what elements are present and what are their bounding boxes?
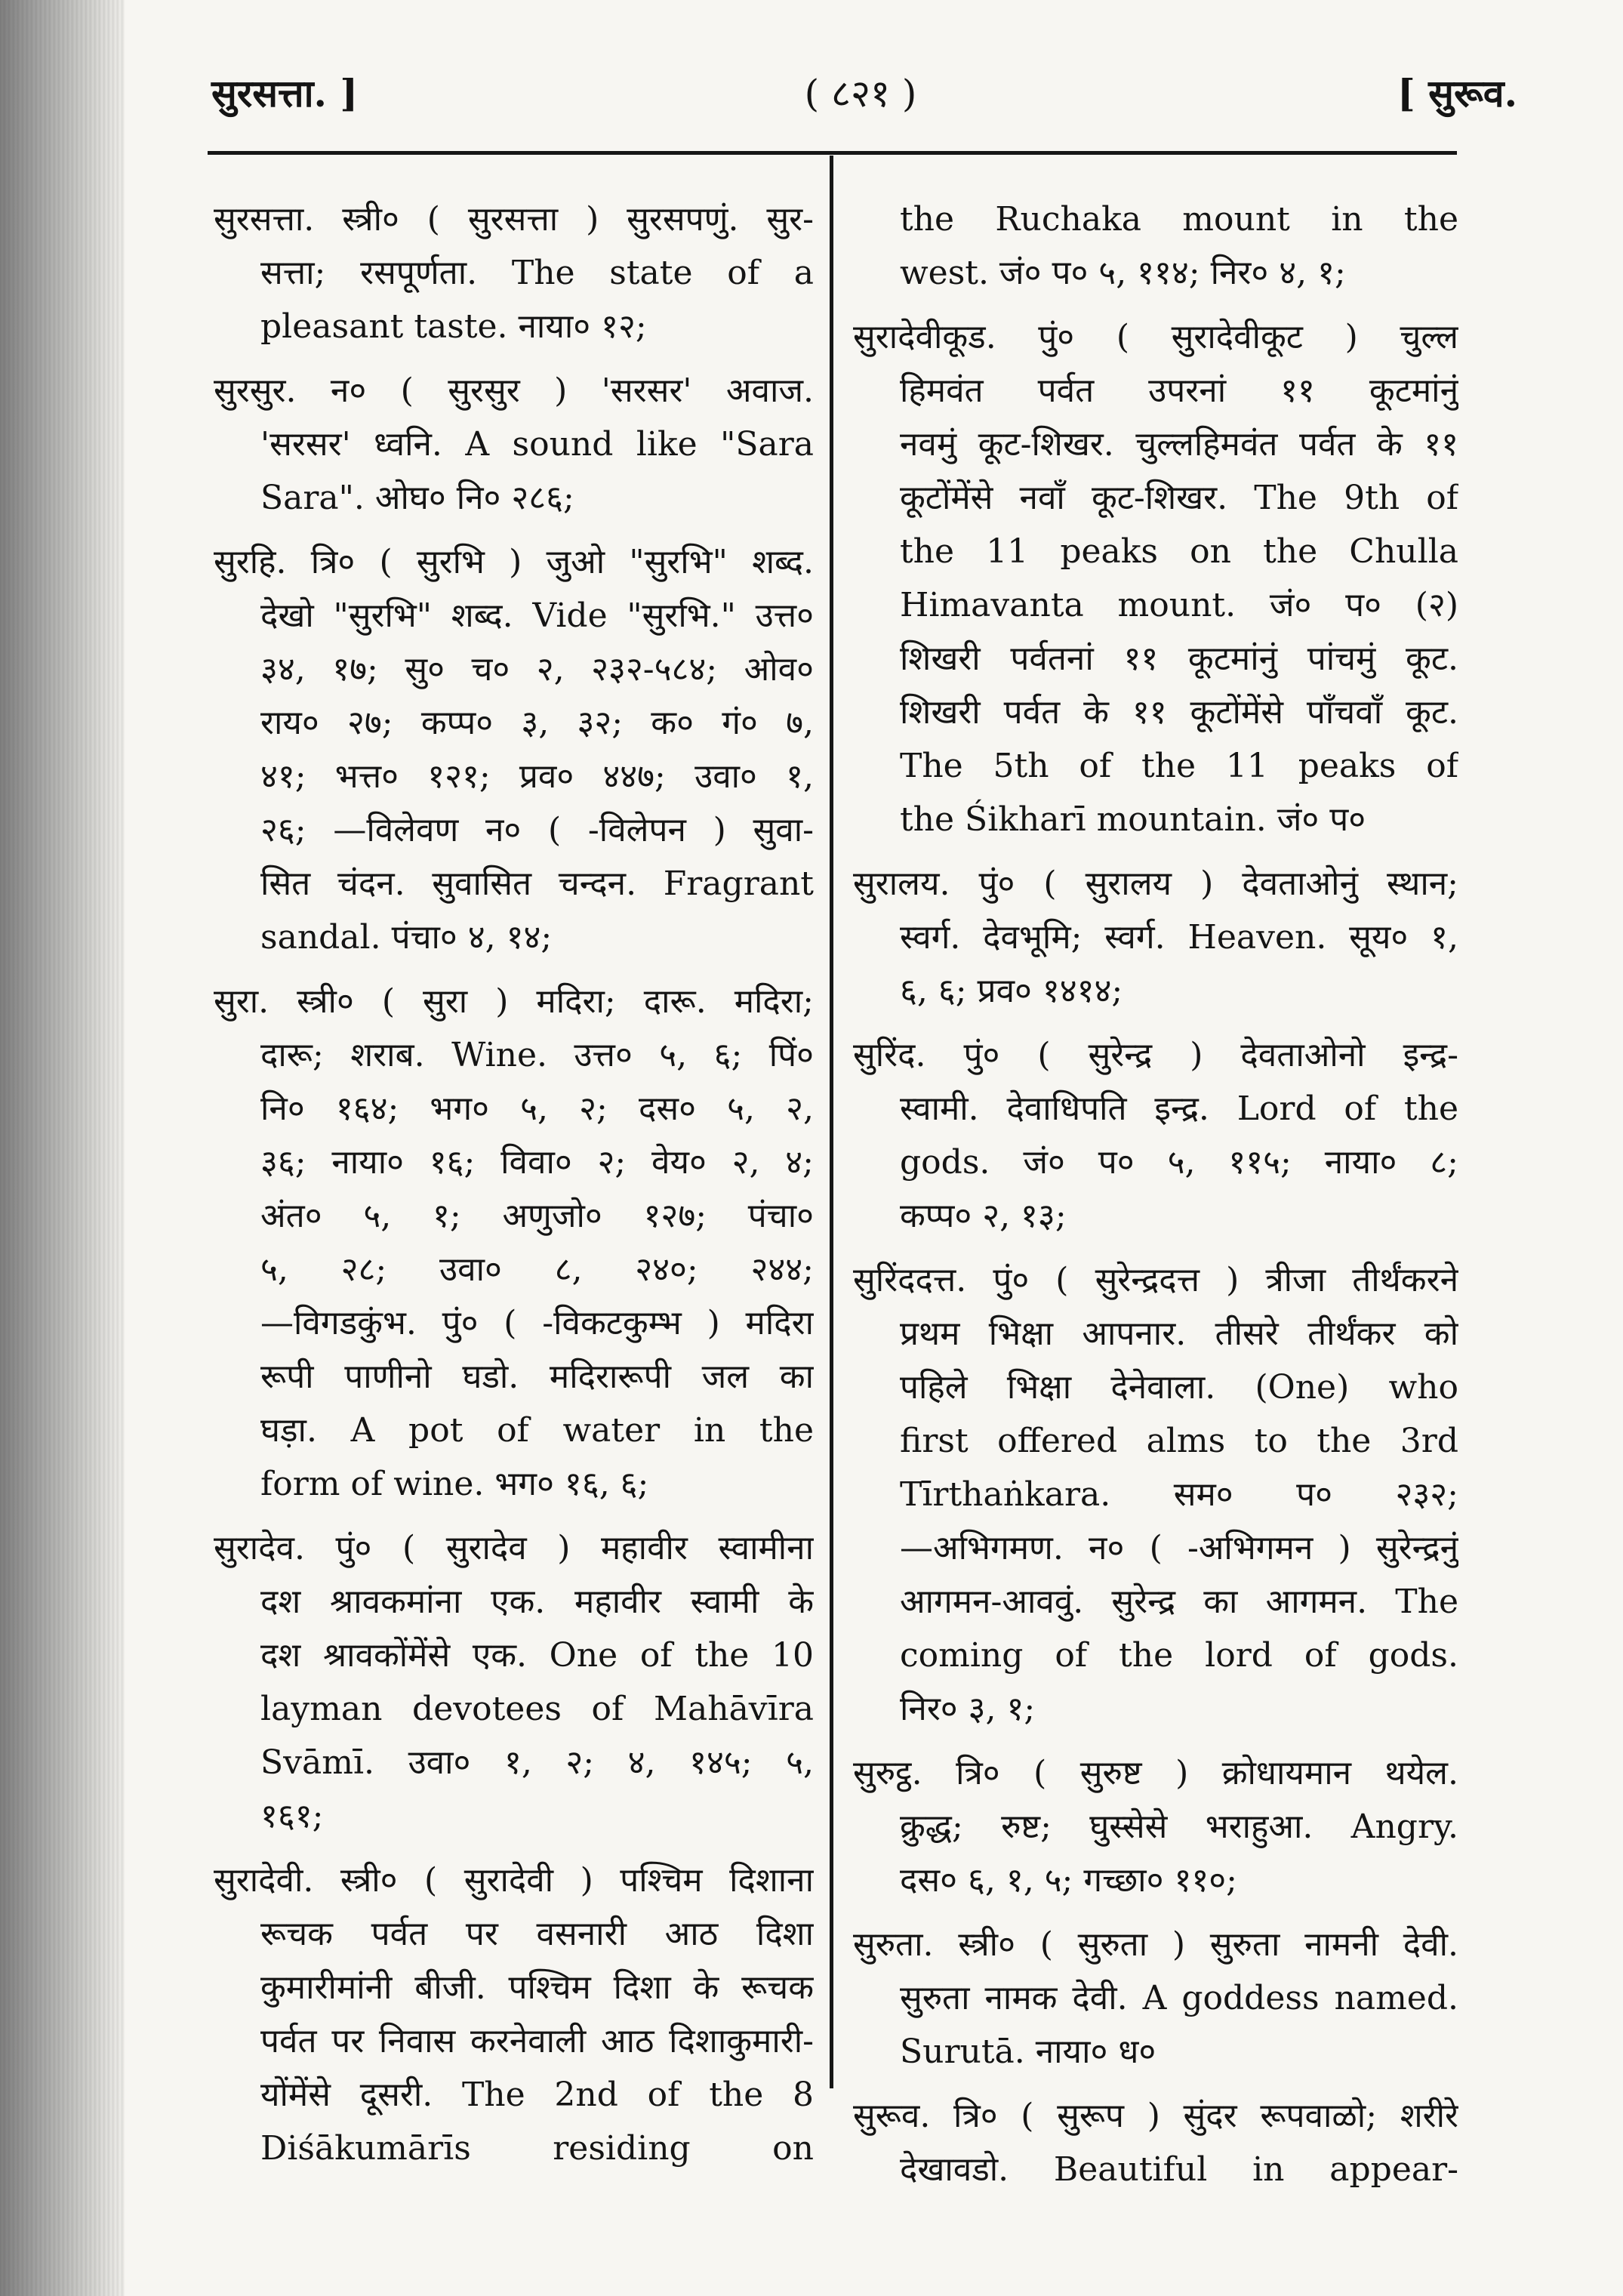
- headword-line: सुरा. स्त्री० ( सुरा ) मदिरा; दारू. मदिरा;: [214, 982, 814, 1021]
- entry-line: अंत० ५, १; अणुजो० १२७; पंचा०: [260, 1197, 814, 1235]
- entry-line: २६; —विलेवण न० ( -विलेपन ) सुवा-: [260, 811, 814, 849]
- entry-line: —विगडकुंभ. पुं० ( -विकटकुम्भ ) मदिरा: [260, 1304, 814, 1342]
- headword-line: सुरुता. स्त्री० ( सुरुता ) सुरुता नामनी देवी.: [853, 1925, 1458, 1964]
- headword-line: सुरुट्ठ. त्रि० ( सुरुष्ट ) क्रोधायमान थयेल.: [853, 1754, 1458, 1792]
- entry-gap: [853, 300, 1458, 310]
- entry-line: नि० १६४; भग० ५, २; दस० ५, २,: [260, 1089, 814, 1128]
- entry-line: दश श्रावकमांना एक. महावीर स्वामी के: [260, 1583, 814, 1621]
- entry-line: राय० २७; कप्प० ३, ३२; क० गं० ७,: [260, 704, 814, 742]
- entry-line: ३४, १७; सु० च० २, २३२-५८४; ओव०: [260, 650, 814, 689]
- entry-line: gods. जं० प० ५, ११५; नाया० ८;: [900, 1143, 1458, 1182]
- entry-line: देखो "सुरभि" शब्द. Vide "सुरभि." उत्त०: [260, 596, 814, 635]
- entry-line: दश श्रावकोंमेंसे एक. One of the 10: [260, 1636, 814, 1675]
- entry-line: Tīrthaṅkara. सम० प० २३२;: [900, 1475, 1458, 1514]
- entry-gap: [214, 525, 814, 535]
- entry-line: Surutā. नाया० ध०: [900, 2032, 1156, 2071]
- entry-line: first offered alms to the 3rd: [900, 1422, 1458, 1460]
- entry-line: कूटोंमेंसे नवाँ कूट-शिखर. The 9th of: [900, 479, 1458, 517]
- headword-line: सुरादेवीकूड. पुं० ( सुरादेवीकूट ) चुल्ल: [853, 318, 1458, 356]
- entry-line: west. जं० प० ५, ११४; निर० ४, १;: [900, 254, 1346, 292]
- entry-line: ४१; भत्त० १२१; प्रव० ४४७; उवा० १,: [260, 757, 814, 796]
- headword-line: सुरादेवी. स्त्री० ( सुरादेवी ) पश्चिम दिशाना: [214, 1861, 814, 1900]
- entry-line: Sara". ओघ० नि० २८६;: [260, 479, 574, 517]
- headword-line: सुरिंद. पुं० ( सुरेन्द्र ) देवताओनो इन्द्र-: [853, 1036, 1458, 1074]
- headword-line: सुरसत्ता. स्त्री० ( सुरसत्ता ) सुरसपणुं. सुर-: [214, 200, 814, 239]
- entry-line: the Ruchaka mount in the: [900, 200, 1458, 239]
- entry-line: ३६; नाया० १६; विवा० २; वेय० २, ४;: [260, 1143, 814, 1182]
- entry-line: पहिले भिक्षा देनेवाला. (One) who: [900, 1368, 1458, 1407]
- entry-line: आगमन-आववुं. सुरेन्द्र का आगमन. The: [900, 1583, 1458, 1621]
- entry-line: Svāmī. उवा० १, २; ४, १४५; ५,: [260, 1743, 814, 1782]
- entry-line: सित चंदन. सुवासित चन्दन. Fragrant: [260, 864, 814, 903]
- entry-line: Himavanta mount. जं० प० (२): [900, 586, 1458, 624]
- entry-line: कप्प० २, १३;: [900, 1197, 1067, 1235]
- entry-gap: [853, 1736, 1458, 1746]
- entry-line: sandal. पंचा० ४, १४;: [260, 918, 553, 957]
- entry-line: रूपी पाणीनो घडो. मदिरारूपी जल का: [260, 1358, 814, 1396]
- header-rule: [208, 151, 1457, 155]
- page-header: [204, 66, 1517, 134]
- headword-line: सुरहि. त्रि० ( सुरभि ) जुओ "सुरभि" शब्द.: [214, 543, 814, 581]
- entry-line: the 11 peaks on the Chulla: [900, 532, 1458, 571]
- entry-line: कुमारीमांनी बीजी. पश्चिम दिशा के रूचक: [260, 1968, 814, 2007]
- headword-line: सुरालय. पुं० ( सुरालय ) देवताओनुं स्थान;: [853, 864, 1458, 903]
- entry-gap: [214, 1511, 814, 1521]
- entry-line: रूचक पर्वत पर वसनारी आठ दिशा: [260, 1915, 814, 1953]
- entry-line: घड़ा. A pot of water in the: [260, 1411, 814, 1450]
- entry-line: form of wine. भग० १६, ६;: [260, 1465, 649, 1503]
- entry-line: pleasant taste. नाया० १२;: [260, 307, 647, 346]
- column-divider: [830, 156, 833, 2088]
- left-column: [214, 193, 814, 2175]
- entry-line: 'सरसर' ध्वनि. A sound like "Sara: [260, 425, 814, 464]
- entry-line: नवमुं कूट-शिखर. चुल्लहिमवंत पर्वत के ११: [900, 425, 1458, 464]
- entry-gap: [853, 1243, 1458, 1253]
- scan-edge-shadow: [0, 0, 125, 2296]
- entry-gap: [853, 846, 1458, 857]
- entry-line: —अभिगमण. न० ( -अभिगमन ) सुरेन्द्रनुं: [900, 1529, 1458, 1567]
- entry-line: निर० ३, १;: [900, 1690, 1036, 1728]
- entry-line: सुरुता नामक देवी. A goddess named.: [900, 1979, 1458, 2017]
- entry-line: Diśākumārīs residing on: [260, 2129, 814, 2168]
- entry-line: क्रुद्ध; रुष्ट; घुस्सेसे भराहुआ. Angry.: [900, 1808, 1458, 1846]
- page-number: ( ८२१ ): [804, 72, 917, 116]
- headword-line: सुरादेव. पुं० ( सुरादेव ) महावीर स्वामीना: [214, 1529, 814, 1567]
- headword-line: सुरिंददत्त. पुं० ( सुरेन्द्रदत्त ) त्रीजा तीर्थंकरने: [853, 1261, 1458, 1299]
- entry-line: The 5th of the 11 peaks of: [900, 747, 1458, 785]
- entry-line: शिखरी पर्वत के ११ कूटोंमेंसे पाँचवाँ कूट.: [900, 693, 1458, 732]
- entry-line: ६, ६; प्रव० १४१४;: [900, 972, 1123, 1010]
- headword-line: सुरूव. त्रि० ( सुरूप ) सुंदर रूपवाळो; शरीरे: [853, 2097, 1458, 2135]
- entry-line: १६१;: [260, 1797, 324, 1835]
- header-first-headword: सुरसत्ता. ]: [211, 71, 359, 116]
- entry-gap: [214, 1843, 814, 1854]
- entry-line: प्रथम भिक्षा आपनार. तीसरे तीर्थंकर को: [900, 1314, 1458, 1353]
- entry-line: दस० ६, १, ५; गच्छा० ११०;: [900, 1861, 1237, 1900]
- entry-line: coming of the lord of gods.: [900, 1636, 1458, 1675]
- entry-line: दारू; शराब. Wine. उत्त० ५, ६; पिं०: [260, 1036, 814, 1074]
- right-column: [853, 193, 1458, 2196]
- entry-line: स्वर्ग. देवभूमि; स्वर्ग. Heaven. सूय० १,: [900, 918, 1458, 957]
- entry-line: ५, २८; उवा० ८, २४०; २४४;: [260, 1250, 814, 1289]
- entry-line: देखावडो. Beautiful in appear-: [900, 2150, 1458, 2189]
- entry-line: हिमवंत पर्वत उपरनां ११ कूटमांनुं: [900, 371, 1458, 410]
- entry-line: पर्वत पर निवास करनेवाली आठ दिशाकुमारी-: [260, 2022, 814, 2060]
- entry-line: योंमेंसे दूसरी. The 2nd of the 8: [260, 2076, 814, 2114]
- entry-line: स्वामी. देवाधिपति इन्द्र. Lord of the: [900, 1089, 1458, 1128]
- entry-gap: [214, 964, 814, 975]
- entry-line: सत्ता; रसपूर्णता. The state of a: [260, 254, 814, 292]
- headword-line: सुरसुर. न० ( सुरसुर ) 'सरसर' अवाज.: [214, 371, 814, 410]
- entry-gap: [214, 353, 814, 364]
- entry-gap: [853, 1018, 1458, 1028]
- entry-line: layman devotees of Mahāvīra: [260, 1690, 814, 1728]
- entry-line: शिखरी पर्वतनां ११ कूटमांनुं पांचमुं कूट.: [900, 639, 1458, 678]
- header-last-headword: [ सुरूव.: [1397, 71, 1517, 116]
- entry-line: the Śikharī mountain. जं० प०: [900, 800, 1366, 839]
- entry-gap: [853, 1907, 1458, 1918]
- entry-gap: [853, 2079, 1458, 2089]
